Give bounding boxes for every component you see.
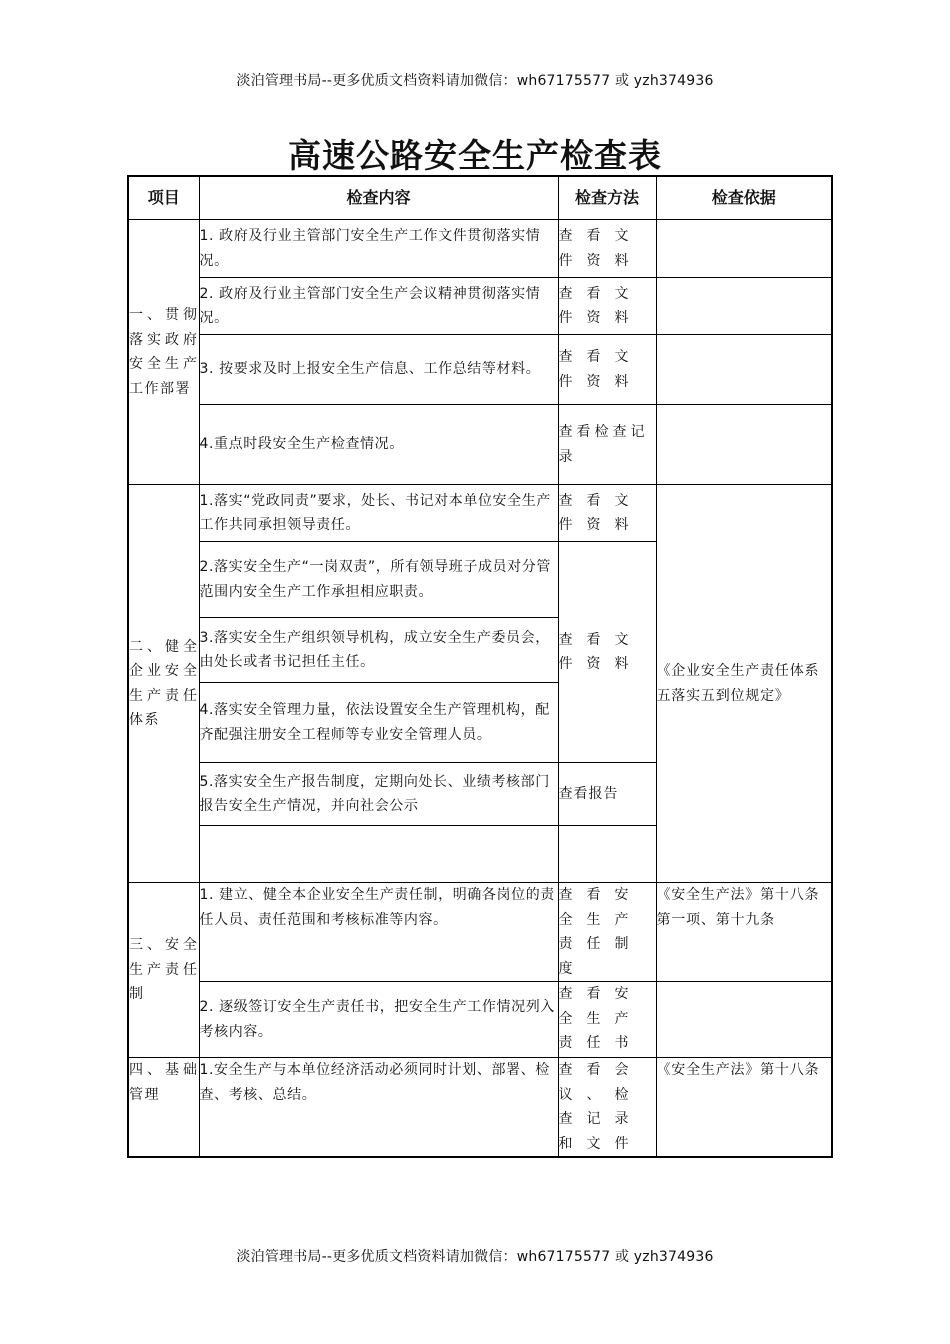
content-cell: 3. 按要求及时上报安全生产信息、工作总结等材料。 <box>199 335 558 405</box>
table-row <box>128 220 832 278</box>
method-cell: 查看会议、检查记录和文件 <box>558 1058 656 1158</box>
table-row <box>128 982 832 1058</box>
content-cell: 1.安全生产与本单位经济活动必须同时计划、部署、检查、考核、总结。 <box>199 1058 558 1158</box>
method-cell: 查看文件资料 <box>558 220 656 278</box>
header-category: 项目 <box>128 176 199 220</box>
header-basis: 检查依据 <box>656 176 832 220</box>
content-cell: 4.落实安全管理力量，依法设置安全生产管理机构，配齐配强注册安全工程师等专业安全管理人员。 <box>199 683 558 763</box>
basis-cell: 《安全生产法》第十八条 <box>656 1058 832 1158</box>
inspection-table <box>127 175 833 1158</box>
content-cell: 2. 政府及行业主管部门安全生产会议精神贯彻落实情况。 <box>199 278 558 335</box>
content-cell: 2. 逐级签订安全生产责任书，把安全生产工作情况列入考核内容。 <box>199 982 558 1058</box>
method-cell: 查看文件资料 <box>558 335 656 405</box>
table-row <box>128 883 832 982</box>
content-cell <box>199 826 558 883</box>
header-watermark-note: 淡泊管理书局--更多优质文档资料请加微信：wh67175577 或 yzh374936 <box>236 73 714 89</box>
table-row <box>128 405 832 485</box>
basis-cell <box>656 335 832 405</box>
category-cell: 三、安全生产责任制 <box>128 883 199 1058</box>
content-cell: 5.落实安全生产报告制度，定期向处长、业绩考核部门报告安全生产情况，并向社会公示 <box>199 763 558 826</box>
header-method: 检查方法 <box>558 176 656 220</box>
basis-cell <box>656 982 832 1058</box>
table-row <box>128 335 832 405</box>
method-cell: 查看检查记录 <box>558 405 656 485</box>
content-cell: 1. 建立、健全本企业安全生产责任制，明确各岗位的责任人员、责任范围和考核标准等内容。 <box>199 883 558 982</box>
basis-cell: 《安全生产法》第十八条第一项、第十九条 <box>656 883 832 982</box>
table-header-row <box>128 176 832 220</box>
method-cell <box>558 826 656 883</box>
footer-watermark-note: 淡泊管理书局--更多优质文档资料请加微信：wh67175577 或 yzh374936 <box>236 1249 714 1265</box>
content-cell: 1. 政府及行业主管部门安全生产工作文件贯彻落实情况。 <box>199 220 558 278</box>
table-row <box>128 1058 832 1158</box>
method-cell: 查看安全生产责任制度 <box>558 883 656 982</box>
table-row <box>128 278 832 335</box>
basis-cell <box>656 405 832 485</box>
table-row <box>128 485 832 542</box>
header-content: 检查内容 <box>199 176 558 220</box>
method-cell: 查看文件资料 <box>558 542 656 763</box>
basis-cell <box>656 220 832 278</box>
content-cell: 1.落实“党政同责”要求，处长、书记对本单位安全生产工作共同承担领导责任。 <box>199 485 558 542</box>
content-cell: 4.重点时段安全生产检查情况。 <box>199 405 558 485</box>
basis-cell: 《企业安全生产责任体系五落实五到位规定》 <box>656 485 832 883</box>
category-cell: 四、基础管理 <box>128 1058 199 1158</box>
method-cell: 查看文件资料 <box>558 485 656 542</box>
content-cell: 3.落实安全生产组织领导机构，成立安全生产委员会，由处长或者书记担任主任。 <box>199 618 558 683</box>
page-title: 高速公路安全生产检查表 <box>288 136 662 175</box>
basis-cell <box>656 278 832 335</box>
method-cell: 查看报告 <box>558 763 656 826</box>
category-cell: 一、贯彻落实政府安全生产工作部署 <box>128 220 199 485</box>
method-cell: 查看文件资料 <box>558 278 656 335</box>
method-cell: 查看安全生产责任书 <box>558 982 656 1058</box>
category-cell: 二、健全企业安全生产责任体系 <box>128 485 199 883</box>
content-cell: 2.落实安全生产“一岗双责”，所有领导班子成员对分管范围内安全生产工作承担相应职责。 <box>199 542 558 618</box>
